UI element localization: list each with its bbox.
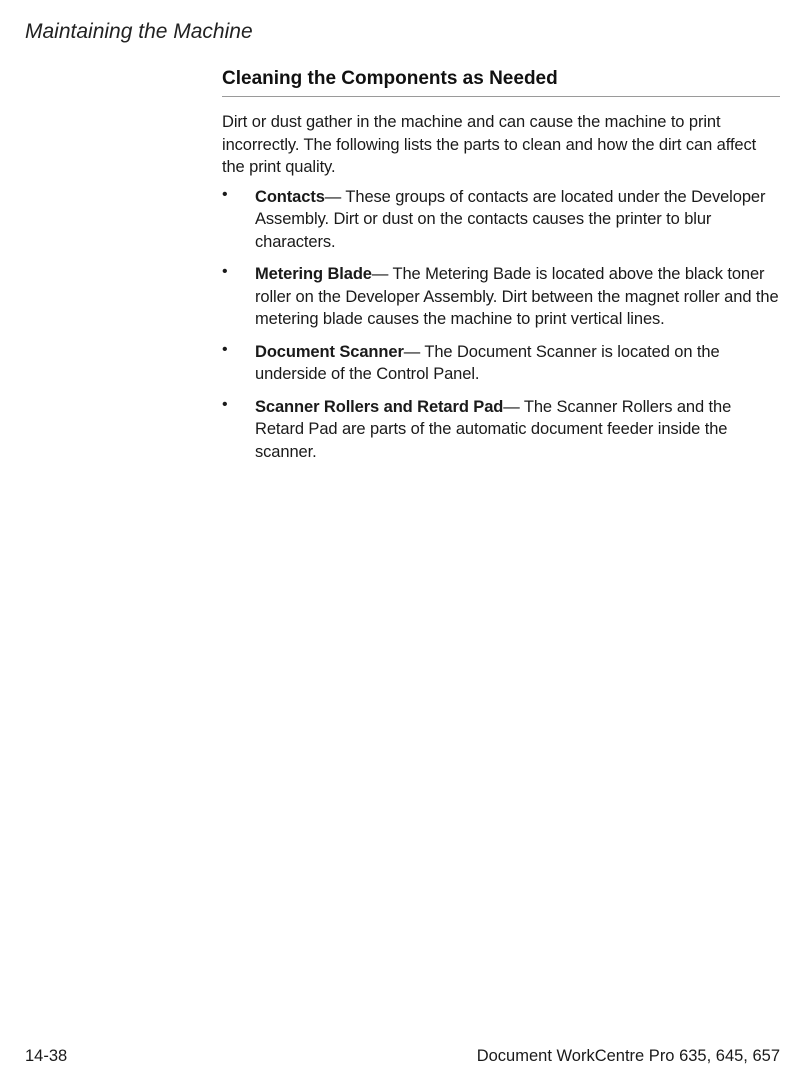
bullet-icon: • [222, 395, 228, 413]
item-term: Metering Blade [255, 265, 372, 283]
page-number: 14-38 [25, 1047, 68, 1065]
list-item-contacts [222, 186, 780, 254]
item-term: Scanner Rollers and Retard Pad [255, 397, 504, 416]
bullet-icon: • [222, 340, 228, 358]
section-heading: Cleaning the Components as Needed [222, 68, 780, 97]
running-head: Maintaining the Machine [25, 20, 253, 43]
item-description: — The Scanner Rollers and the Retard Pad are parts of the automatic document feeder inside the scanner. [255, 397, 732, 461]
list-item-scanner-rollers [222, 396, 780, 464]
item-description: — The Metering Bade is located above the black toner roller on the Developer Assembly. Dirt between the magnet roller and the metering blade causes the machine to print vertical lines. [255, 265, 779, 328]
product-name: Document WorkCentre Pro 635, 645, 657 [476, 1047, 780, 1065]
intro-paragraph: Dirt or dust gather in the machine and can cause the machine to print incorrectly. The following lists the parts to clean and how the dirt can affect the print quality. [222, 113, 757, 176]
component-list [222, 186, 780, 464]
main-content [222, 68, 780, 473]
list-item-metering-blade [222, 263, 780, 331]
item-term: Contacts [255, 187, 325, 206]
list-item-document-scanner [222, 341, 780, 386]
item-description: — The Document Scanner is located on the underside of the Control Panel. [255, 342, 720, 383]
bullet-icon: • [222, 263, 228, 280]
item-term: Document Scanner [255, 342, 404, 361]
item-description: — These groups of contacts are located under the Developer Assembly. Dirt or dust on the contacts causes the printer to blur characters. [255, 187, 766, 251]
bullet-icon: • [222, 185, 228, 203]
